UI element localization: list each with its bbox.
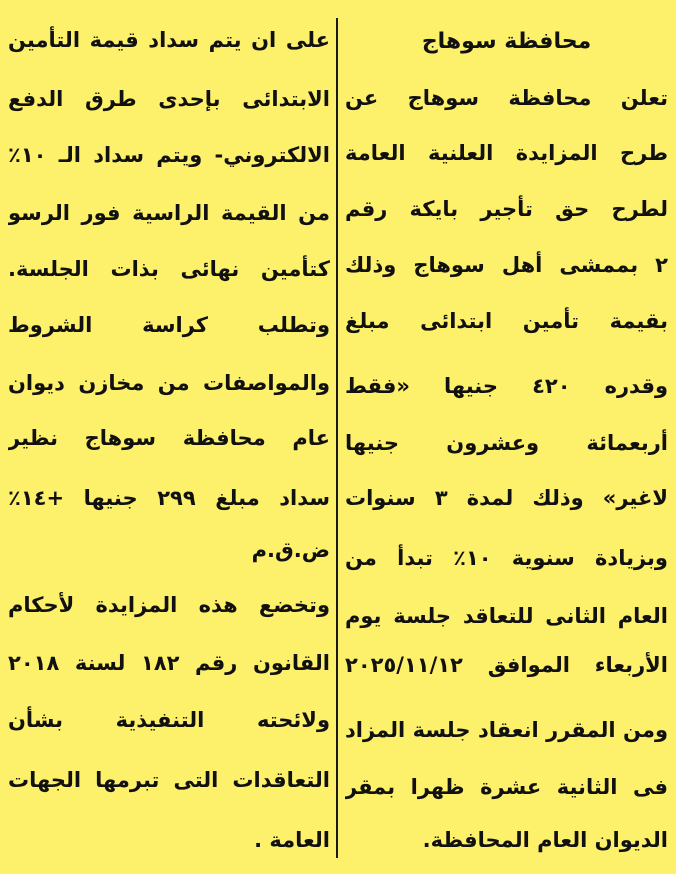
left-line-12: القانون رقم ١٨٢ لسنة ٢٠١٨ xyxy=(8,651,330,675)
left-line-4: من القيمة الراسية فور الرسو xyxy=(8,201,330,225)
right-column xyxy=(345,0,668,874)
left-line-11: وتخضع هذه المزايدة لأحكام xyxy=(8,593,330,617)
left-line-5: كتأمين نهائى بذات الجلسة. xyxy=(8,257,330,281)
right-line-7: أربعمائة وعشرون جنيها xyxy=(345,431,668,455)
left-line-2: الابتدائى بإحدى طرق الدفع xyxy=(8,87,330,111)
left-line-7: والمواصفات من مخازن ديوان xyxy=(8,371,330,395)
left-line-3: الالكتروني- ويتم سداد الـ ١٠٪ xyxy=(8,143,330,167)
left-line-10: ض.ق.م xyxy=(251,538,330,562)
left-line-15: العامة . xyxy=(254,828,330,852)
right-line-14: الديوان العام المحافظة. xyxy=(422,828,668,852)
right-line-1: تعلن محافظة سوهاج عن xyxy=(345,86,668,110)
right-line-11: الأربعاء الموافق ٢٠٢٥/١١/١٢ xyxy=(345,653,668,677)
right-line-8: لاغير» وذلك لمدة ٣ سنوات xyxy=(345,486,668,510)
left-line-13: ولائحته التنفيذية بشأن xyxy=(8,708,330,732)
left-line-8: عام محافظة سوهاج نظير xyxy=(8,426,330,450)
left-line-1: على ان يتم سداد قيمة التأمين xyxy=(8,28,330,52)
right-line-4: ٢ بممشى أهل سوهاج وذلك xyxy=(345,253,668,277)
right-line-13: فى الثانية عشرة ظهرا بمقر xyxy=(345,775,668,799)
right-line-9: وبزيادة سنوية ١٠٪ تبدأ من xyxy=(345,546,668,570)
left-line-9: سداد مبلغ ٢٩٩ جنيها +١٤٪ xyxy=(8,486,330,510)
left-line-6: وتطلب كراسة الشروط xyxy=(8,313,330,337)
left-line-14: التعاقدات التى تبرمها الجهات xyxy=(8,768,330,792)
right-line-10: العام الثانى للتعاقد جلسة يوم xyxy=(345,604,668,628)
right-line-2: طرح المزايدة العلنية العامة xyxy=(345,141,668,165)
left-column xyxy=(8,0,330,874)
right-line-3: لطرح حق تأجير بايكة رقم xyxy=(345,197,668,221)
announcement-title: محافظة سوهاج xyxy=(421,29,592,54)
right-line-12: ومن المقرر انعقاد جلسة المزاد xyxy=(345,718,668,742)
right-line-6: وقدره ٤٢٠ جنيها «فقط xyxy=(345,374,668,398)
column-divider xyxy=(336,18,338,858)
right-line-5: بقيمة تأمين ابتدائى مبلغ xyxy=(345,309,668,333)
